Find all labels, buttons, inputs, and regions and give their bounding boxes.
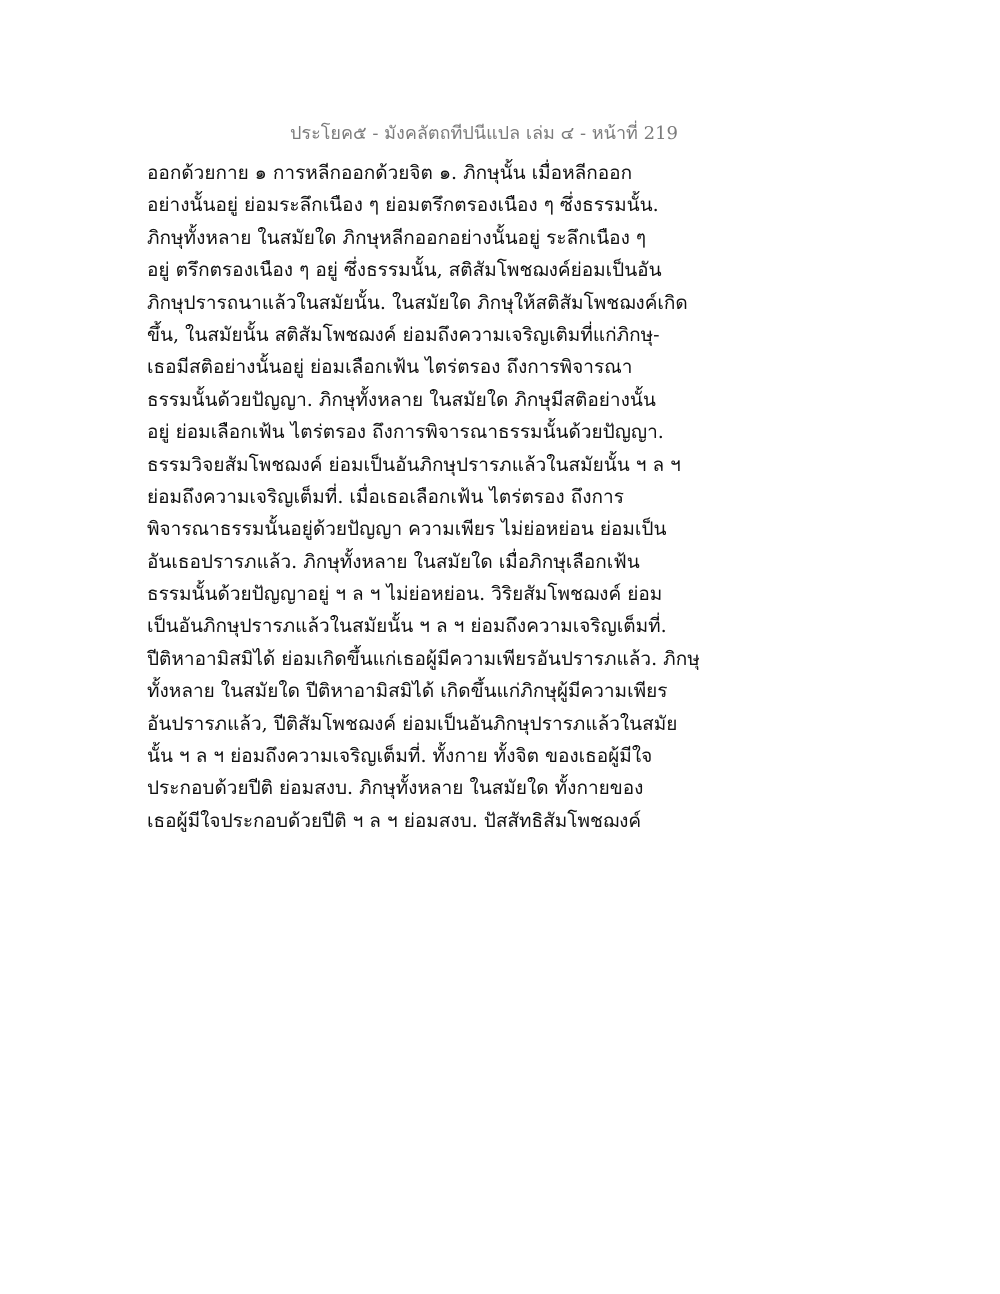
text-line: ธรรมนั้นด้วยปัญญาอยู่ ฯ ล ฯ ไม่ย่อหย่อน. วิริยสัมโพชฌงค์ ย่อม [147, 583, 663, 606]
text-line: พิจารณาธรรมนั้นอยู่ด้วยปัญญา ความเพียร ไม่ย่อหย่อน ย่อมเป็น [147, 518, 667, 541]
text-line: ขึ้น, ในสมัยนั้น สติสัมโพชฌงค์ ย่อมถึงความเจริญเติมที่แก่ภิกษุ- [147, 323, 660, 346]
text-line: ย่อมถึงความเจริญเต็มที่. เมื่อเธอเลือกเฟ้น ไตร่ตรอง ถึงการ [147, 485, 624, 508]
text-line: อันปรารภแล้ว, ปีติสัมโพชฌงค์ ย่อมเป็นอันภิกษุปรารภแล้วในสมัย [147, 712, 678, 735]
text-line: ธรรมนั้นด้วยปัญญา. ภิกษุทั้งหลาย ในสมัยใด ภิกษุมีสติอย่างนั้น [147, 388, 656, 411]
text-line: ธรรมวิจยสัมโพชฌงค์ ย่อมเป็นอันภิกษุปรารภแล้วในสมัยนั้น ฯ ล ฯ [147, 453, 681, 476]
running-header: ประโยค๕ - มังคลัตถทีปนีแปล เล่ม ๔ - หน้าที่ 219 [290, 123, 678, 144]
text-line: ปีติหาอามิสมิได้ ย่อมเกิดขึ้นแก่เธอผู้มีความเพียรอันปรารภแล้ว. ภิกษุ [147, 647, 700, 670]
text-line: อย่างนั้นอยู่ ย่อมระลึกเนือง ๆ ย่อมตรึกตรองเนือง ๆ ซึ่งธรรมนั้น. [147, 194, 659, 217]
text-line: อยู่ ย่อมเลือกเฟ้น ไตร่ตรอง ถึงการพิจารณาธรรมนั้นด้วยปัญญา. [147, 421, 664, 444]
text-line: นั้น ฯ ล ฯ ย่อมถึงความเจริญเต็มที่. ทั้งกาย ทั้งจิต ของเธอผู้มีใจ [147, 745, 653, 768]
text-line: เธอมีสติอย่างนั้นอยู่ ย่อมเลือกเฟ้น ไตร่ตรอง ถึงการพิจารณา [147, 356, 633, 379]
text-line: เป็นอันภิกษุปรารภแล้วในสมัยนั้น ฯ ล ฯ ย่อมถึงความเจริญเต็มที่. [147, 615, 667, 638]
text-line: อยู่ ตรึกตรองเนือง ๆ อยู่ ซึ่งธรรมนั้น, สติสัมโพชฌงค์ย่อมเป็นอัน [147, 259, 662, 282]
text-line: ทั้งหลาย ในสมัยใด ปีติหาอามิสมิได้ เกิดขึ้นแก่ภิกษุผู้มีความเพียร [147, 680, 668, 703]
text-line: ภิกษุปรารถนาแล้วในสมัยนั้น. ในสมัยใด ภิกษุให้สติสัมโพชฌงค์เกิด [147, 291, 688, 314]
text-line: ออกด้วยกาย ๑ การหลีกออกด้วยจิต ๑. ภิกษุนั้น เมื่อหลีกออก [147, 162, 633, 184]
text-line: ประกอบด้วยปีติ ย่อมสงบ. ภิกษุทั้งหลาย ในสมัยใด ทั้งกายของ [147, 777, 644, 800]
text-line: ภิกษุทั้งหลาย ในสมัยใด ภิกษุหลีกออกอย่างนั้นอยู่ ระลึกเนือง ๆ [147, 226, 647, 249]
body-text [147, 157, 707, 837]
text-line: เธอผู้มีใจประกอบด้วยปีติ ฯ ล ฯ ย่อมสงบ. ปัสสัทธิสัมโพชฌงค์ [147, 809, 642, 832]
text-line: อันเธอปรารภแล้ว. ภิกษุทั้งหลาย ในสมัยใด เมื่อภิกษุเลือกเฟ้น [147, 550, 640, 573]
